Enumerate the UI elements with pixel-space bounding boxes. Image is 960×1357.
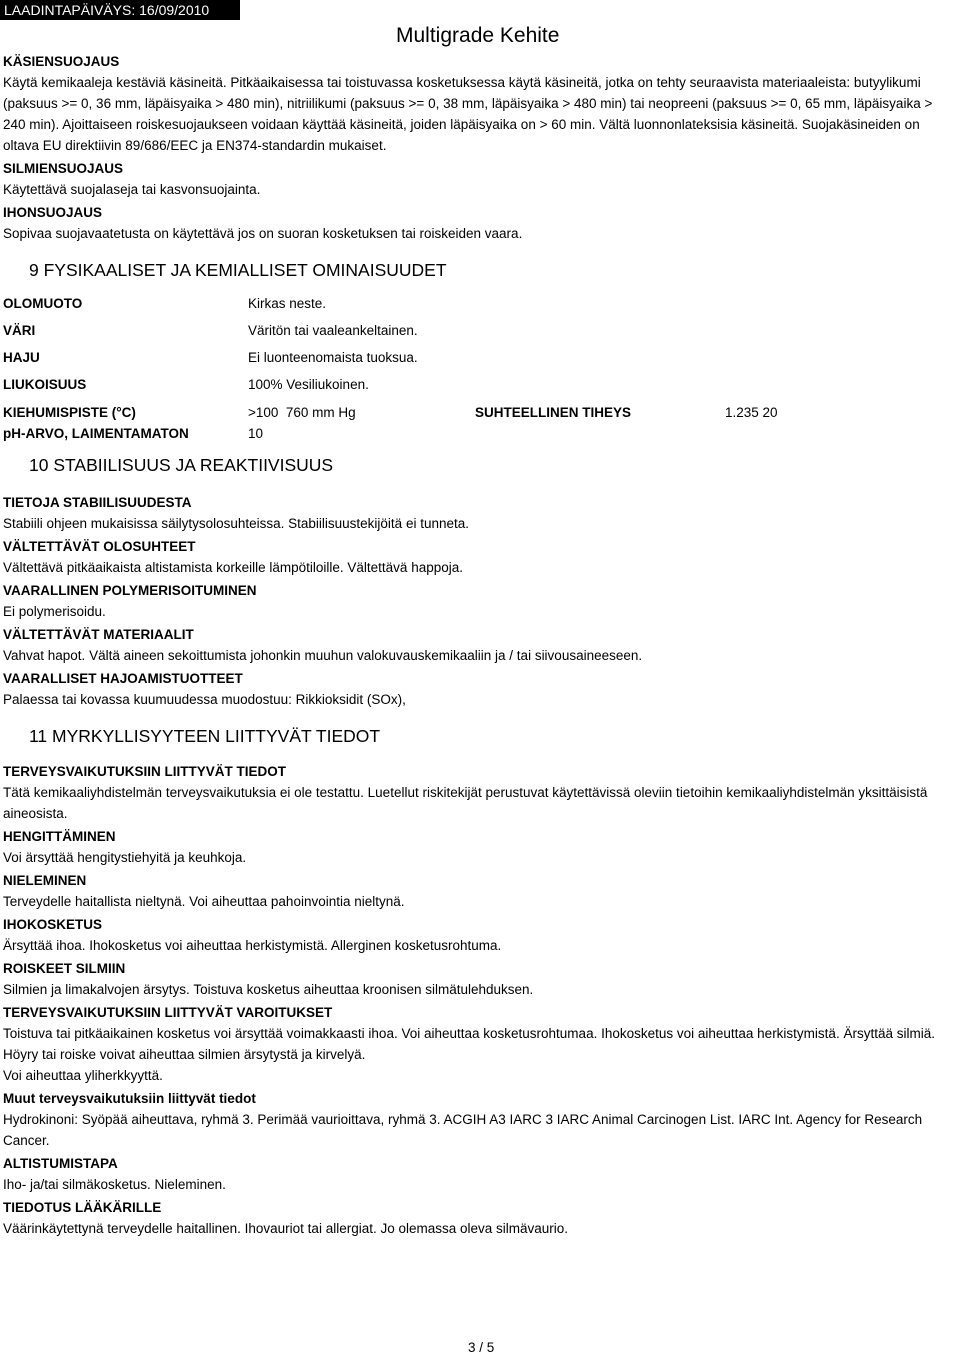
- properties-table: [3, 294, 943, 440]
- skin-contact-text: Ärsyttää ihoa. Ihokosketus voi aiheuttaa herkistymistä. Allerginen kosketusrohtuma.: [3, 938, 502, 953]
- other-health-info-heading: Muut terveysvaikutuksiin liittyvät tiedot: [3, 1091, 256, 1106]
- hand-protection-heading: KÄSIENSUOJAUS: [3, 54, 120, 69]
- vapour-irritation-text: Höyry tai roiske voivat aiheuttaa silmien ärsytystä ja kirvelyä.: [3, 1047, 366, 1062]
- health-warnings-text: Toistuva tai pitkäaikainen kosketus voi ärsyttää voimakkaasti ihoa. Voi aiheuttaa kosketusrohtumaa. Ihokosketus voi aiheuttaa herkistymistä. Ärsyttää silmiä.: [3, 1026, 935, 1041]
- document-body: [3, 52, 943, 1242]
- conditions-to-avoid-heading: VÄLTETTÄVÄT OLOSUHTEET: [3, 539, 196, 554]
- conditions-to-avoid-text: Vältettävä pitkäaikaista altistamista korkeille lämpötiloille. Vältettävä happoja.: [3, 560, 463, 575]
- doctor-notice-heading: TIEDOTUS LÄÄKÄRILLE: [3, 1200, 162, 1215]
- polymerisation-heading: VAARALLINEN POLYMERISOITUMINEN: [3, 583, 257, 598]
- health-effects-text: Tätä kemikaaliyhdistelmän terveysvaikutuksia ei ole testattu. Luetellut riskitekijät perustuvat käytettävissä oleviin tietoihin kemikaaliyhdistelmän yksittäisistä aineosista.: [3, 785, 928, 821]
- solubility-label: LIUKOISUUS: [3, 377, 87, 392]
- appearance-value: Kirkas neste.: [248, 296, 327, 311]
- skin-protection-heading: IHONSUOJAUS: [3, 205, 103, 220]
- odor-label: HAJU: [3, 350, 40, 365]
- color-label: VÄRI: [3, 323, 36, 338]
- appearance-label: OLOMUOTO: [3, 296, 83, 311]
- hypersensitivity-text: Voi aiheuttaa yliherkkyyttä.: [3, 1068, 163, 1083]
- relative-density-label: SUHTEELLINEN TIHEYS: [475, 405, 632, 420]
- eye-contact-heading: ROISKEET SILMIIN: [3, 961, 126, 976]
- ingestion-text: Terveydelle haitallista nieltynä. Voi aiheuttaa pahoinvointia nieltynä.: [3, 894, 405, 909]
- eye-protection-heading: SILMIENSUOJAUS: [3, 161, 124, 176]
- skin-protection-text: Sopivaa suojavaatetusta on käytettävä jos on suoran kosketuksen tai roiskeiden vaara.: [3, 226, 523, 241]
- inhalation-heading: HENGITTÄMINEN: [3, 829, 116, 844]
- other-health-info-text: Hydrokinoni: Syöpää aiheuttava, ryhmä 3. Perimää vaurioittava, ryhmä 3. ACGIH A3 IARC 3 IARC Animal Carcinogen List. IARC Int. Agency for Research Cancer.: [3, 1112, 923, 1148]
- materials-to-avoid-text: Vahvat hapot. Vältä aineen sekoittumista johonkin muuhun valokuvauskemikaaliin ja / tai siivousaineeseen.: [3, 648, 643, 663]
- decomposition-products-heading: VAARALLISET HAJOAMISTUOTTEET: [3, 671, 243, 686]
- stability-heading: TIETOJA STABIILISUUDESTA: [3, 495, 192, 510]
- ph-label: pH-ARVO, LAIMENTAMATON: [3, 426, 189, 441]
- boiling-point-value: >100 760 mm Hg: [248, 405, 356, 420]
- color-value: Väritön tai vaaleankeltainen.: [248, 323, 418, 338]
- health-effects-heading: TERVEYSVAIKUTUKSIIN LIITTYVÄT TIEDOT: [3, 764, 287, 779]
- decomposition-products-text: Palaessa tai kovassa kuumuudessa muodostuu: Rikkioksidit (SOx),: [3, 692, 406, 707]
- doctor-notice-text: Väärinkäytettynä terveydelle haitallinen. Ihovauriot tai allergiat. Jo olemassa oleva silmävaurio.: [3, 1221, 569, 1236]
- exposure-route-text: Iho- ja/tai silmäkosketus. Nieleminen.: [3, 1177, 226, 1192]
- health-warnings-heading: TERVEYSVAIKUTUKSIIN LIITTYVÄT VAROITUKSET: [3, 1005, 333, 1020]
- solubility-value: 100% Vesiliukoinen.: [248, 377, 369, 392]
- exposure-route-heading: ALTISTUMISTAPA: [3, 1156, 118, 1171]
- stability-text: Stabiili ohjeen mukaisissa säilytysolosuhteissa. Stabiilisuustekijöitä ei tunneta.: [3, 516, 469, 531]
- inhalation-text: Voi ärsyttää hengitystiehyitä ja keuhkoja.: [3, 850, 247, 865]
- product-name: Multigrade Kehite: [396, 24, 560, 47]
- section-11-title: 11 MYRKYLLISYYTEEN LIITTYVÄT TIEDOT: [29, 726, 381, 746]
- section-9-title: 9 FYSIKAALISET JA KEMIALLISET OMINAISUUDET: [29, 260, 447, 280]
- section-10-title: 10 STABIILISUUS JA REAKTIIVISUUS: [29, 455, 334, 475]
- skin-contact-heading: IHOKOSKETUS: [3, 917, 103, 932]
- eye-protection-text: Käytettävä suojalaseja tai kasvonsuojainta.: [3, 182, 261, 197]
- polymerisation-text: Ei polymerisoidu.: [3, 604, 106, 619]
- relative-density-value: 1.235 20: [725, 405, 778, 420]
- page-number: 3 / 5: [468, 1340, 495, 1355]
- hand-protection-text: Käytä kemikaaleja kestäviä käsineitä. Pitkäaikaisessa tai toistuvassa kosketuksessa käytä käsineitä, jotka on tehty seuraavista materiaaleista: butyylikumi (paksuus >= 0, 36 mm, läpäisyaika > 480 min), nitriilikumi (paksuus >= 0, 38 mm, läpäisyaika > 480 min) tai neopreeni (paksuus >= 0, 65 mm, läpäisyaika > 240 min). Ajoittaiseen roiskesuojaukseen voidaan käyttää käsineitä, joiden läpäisyaika on > 60 min. Vältä luonnonlateksisia käsineitä. Suojakäsineiden on oltava EU direktiivin 89/686/EEC ja EN374-standardin mukaiset.: [3, 75, 933, 153]
- ingestion-heading: NIELEMINEN: [3, 873, 87, 888]
- eye-contact-text: Silmien ja limakalvojen ärsytys. Toistuva kosketus aiheuttaa kroonisen silmätulehduksen.: [3, 982, 534, 997]
- ph-value: 10: [248, 426, 264, 441]
- boiling-point-label: KIEHUMISPISTE (°C): [3, 405, 136, 420]
- odor-value: Ei luonteenomaista tuoksua.: [248, 350, 418, 365]
- date-label: LAADINTAPÄIVÄYS: 16/09/2010: [0, 0, 240, 20]
- materials-to-avoid-heading: VÄLTETTÄVÄT MATERIAALIT: [3, 627, 194, 642]
